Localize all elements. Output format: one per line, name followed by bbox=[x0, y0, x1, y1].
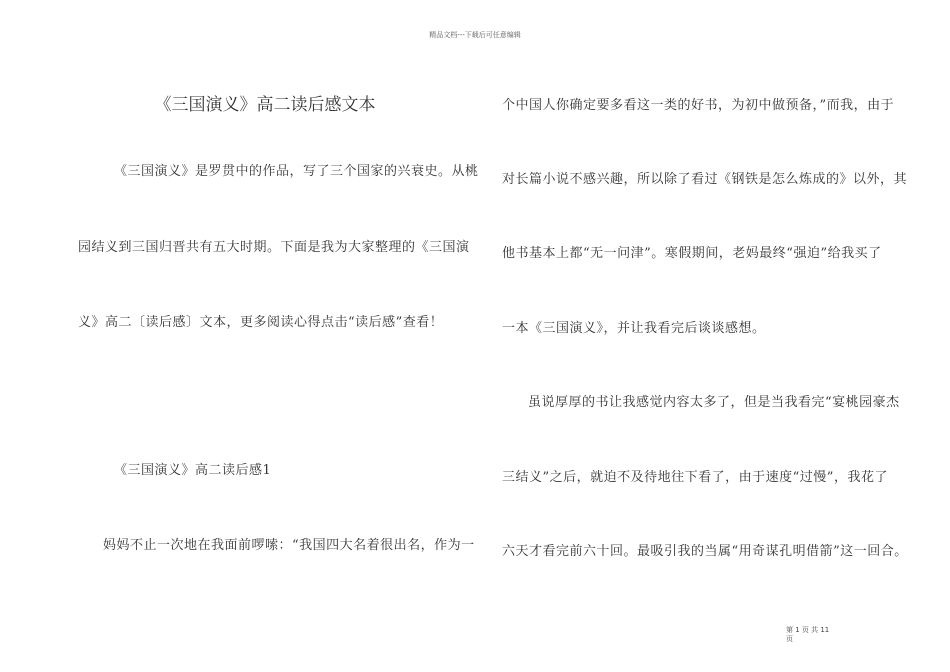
left-para1-line3: 义》高二〔读后感〕文本，更多阅读心得点击“读后感”查看！ bbox=[78, 315, 444, 330]
left-para2-line1: 妈妈不止一次地在我面前啰嗦：“我国四大名着很出名，作为一 bbox=[103, 538, 475, 553]
right-para1-line2: 对长篇小说不感兴趣，所以除了看过《钢铁是怎么炼成的》以外，其 bbox=[502, 172, 908, 187]
right-para1-line4: 一本《三国演义》，并让我看完后谈谈感想。 bbox=[502, 321, 766, 336]
page-footer: 第 1 页 共 11 页 bbox=[786, 626, 830, 643]
document-title: 《三国演义》高二读后感文本 bbox=[154, 95, 376, 115]
page-header: 精品文档---下载后可任意编辑 bbox=[429, 31, 521, 39]
left-para1-line1: 《三国演义》是罗贯中的作品，写了三个国家的兴衰史。从桃 bbox=[114, 164, 479, 179]
right-para1-line3: 他书基本上都“无一问津”。寒假期间，老妈最终“强迫”给我买了 bbox=[502, 246, 882, 261]
section-subheading: 《三国演义》高二读后感1 bbox=[114, 463, 272, 478]
right-para2-line2: 三结义”之后，就迫不及待地往下看了，由于速度“过慢”，我花了 bbox=[502, 470, 888, 485]
right-para2-line1: 虽说厚厚的书让我感觉内容太多了，但是当我看完“宴桃园豪杰 bbox=[528, 395, 900, 410]
right-para1-line1: 个中国人你确定要多看这一类的好书，为初中做预备，”而我，由于 bbox=[502, 98, 895, 113]
right-para2-line3: 六天才看完前六十回。最吸引我的当属“用奇谋孔明借箭”这一回合。 bbox=[502, 544, 908, 559]
left-para1-line2: 园结义到三国归晋共有五大时期。下面是我为大家整理的《三国演 bbox=[78, 240, 470, 255]
